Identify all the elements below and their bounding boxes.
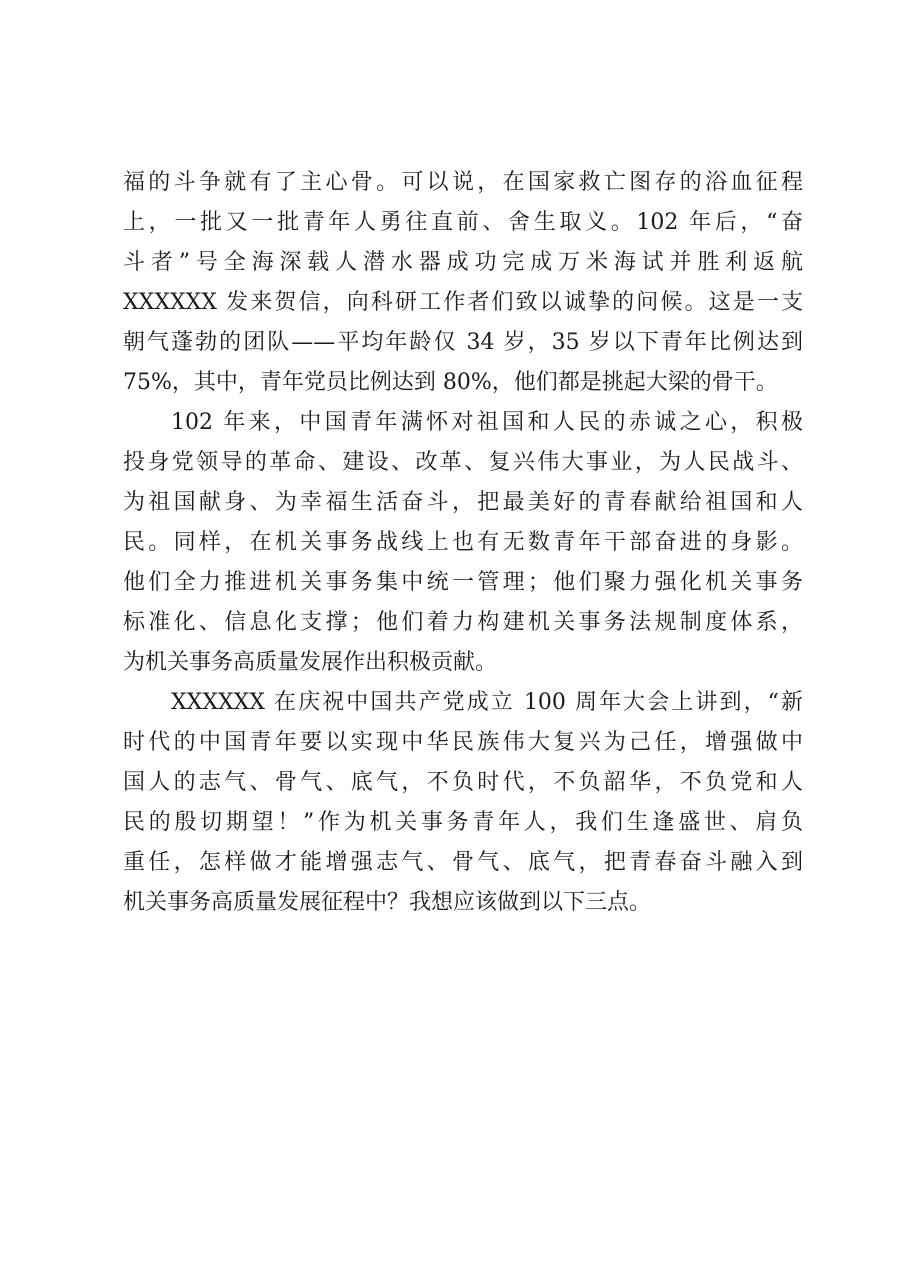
text-line: 投身党领导的革命、建设、改革、复兴伟大事业，为人民战斗、	[123, 450, 803, 475]
paragraph-3	[123, 683, 803, 923]
paragraph-2	[123, 403, 803, 683]
text-line: 他们全力推进机关事务集中统一管理；他们聚力强化机关事务	[123, 570, 803, 595]
text-line: 福的斗争就有了主心骨。可以说，在国家救亡图存的浴血征程	[123, 170, 803, 195]
text-line: 为祖国献身、为幸福生活奋斗，把最美好的青春献给祖国和人	[123, 490, 803, 515]
text-line: 国人的志气、骨气、底气，不负时代，不负韶华，不负党和人	[123, 770, 803, 795]
text-line: XXXXXX 发来贺信，向科研工作者们致以诚挚的问候。这是一支	[123, 290, 803, 315]
text-line: 75%，其中，青年党员比例达到 80%，他们都是挑起大梁的骨干。	[123, 370, 778, 395]
text-line: 上，一批又一批青年人勇往直前、舍生取义。102 年后，“奋	[123, 210, 803, 235]
text-line: 时代的中国青年要以实现中华民族伟大复兴为己任，增强做中	[123, 730, 803, 755]
text-line: XXXXXX 在庆祝中国共产党成立 100 周年大会上讲到，“新	[171, 690, 803, 715]
text-line: 斗者”号全海深载人潜水器成功完成万米海试并胜利返航	[123, 250, 803, 275]
paragraph-1	[123, 163, 803, 403]
text-line: 民。同样，在机关事务战线上也有无数青年干部奋进的身影。	[123, 530, 803, 555]
text-line: 民的殷切期望！”作为机关事务青年人，我们生逢盛世、肩负	[123, 810, 803, 835]
text-line: 朝气蓬勃的团队——平均年龄仅 34 岁，35 岁以下青年比例达到	[123, 330, 803, 355]
text-line: 为机关事务高质量发展作出积极贡献。	[123, 650, 498, 675]
text-line: 机关事务高质量发展征程中？我想应该做到以下三点。	[123, 890, 652, 915]
body-text	[123, 163, 803, 923]
text-line: 重任，怎样做才能增强志气、骨气、底气，把青春奋斗融入到	[123, 850, 803, 875]
text-line: 102 年来，中国青年满怀对祖国和人民的赤诚之心，积极	[171, 410, 803, 435]
text-line: 标准化、信息化支撑；他们着力构建机关事务法规制度体系，	[123, 610, 803, 635]
